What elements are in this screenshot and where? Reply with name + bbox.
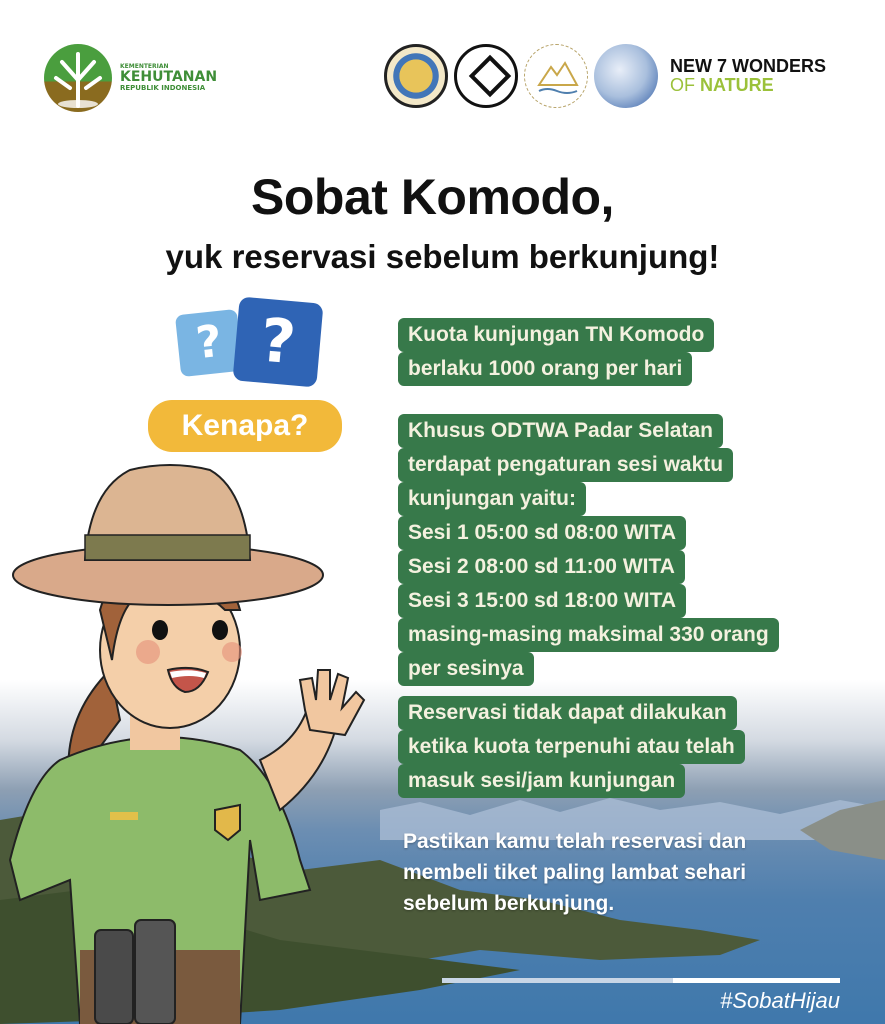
ranger-illustration [0,460,400,1024]
closing-line: membeli tiket paling lambat sehari [403,861,747,884]
divider-bar [442,978,840,983]
info-line: Kuota kunjungan TN Komodo [398,318,714,352]
info-box-quota [398,318,714,386]
kenapa-label: Kenapa? [148,400,342,452]
taman-nasional-komodo-badge-icon [384,44,448,108]
info-line: masuk sesi/jam kunjungan [398,764,685,798]
info-line: ketika kuota terpenuhi atau telah [398,730,745,764]
page-title: Sobat Komodo, [251,169,614,225]
closing-message [403,826,873,919]
info-line: per sesinya [398,652,534,686]
new7wonders-wordmark [670,57,826,95]
ministry-label-line3: REPUBLIK INDONESIA [120,83,206,92]
partner-badges [384,44,826,108]
komodo-biosphere-reserve-badge-icon [524,44,588,108]
new7wonders-globe-icon [594,44,658,108]
info-box-reservation-rule [398,696,745,798]
session-1-line: Sesi 1 05:00 sd 08:00 WITA [398,516,686,550]
page-subtitle: yuk reservasi sebelum berkunjung! [165,238,720,275]
info-line: Reservasi tidak dapat dilakukan [398,696,737,730]
session-3-line: Sesi 3 15:00 sd 18:00 WITA [398,584,686,618]
new7wonders-line2 [670,76,826,95]
closing-line: sebelum berkunjung. [403,892,615,915]
ministry-of-forestry-logo [44,44,217,112]
new7wonders-line1: NEW 7 WONDERS [670,56,827,77]
ministry-label-line1: KEMENTERIAN [120,62,169,70]
question-bubble-small-icon: ? [175,309,243,377]
new7wonders-prefix: OF [670,75,700,95]
info-line: masing-masing maksimal 330 orang [398,618,779,652]
info-box-padar-sessions [398,414,779,686]
info-line: Khusus ODTWA Padar Selatan [398,414,723,448]
session-2-line: Sesi 2 08:00 sd 11:00 WITA [398,550,685,584]
closing-line: Pastikan kamu telah reservasi dan [403,830,747,853]
ministry-label-line2: KEHUTANAN [120,69,218,86]
question-bubble-large-icon: ? [232,296,323,387]
new7wonders-nature: NATURE [700,75,774,95]
world-heritage-badge-icon [454,44,518,108]
info-line: terdapat pengaturan sesi waktu [398,448,733,482]
info-line: berlaku 1000 orang per hari [398,352,692,386]
info-line: kunjungan yaitu: [398,482,586,516]
tree-emblem-icon [44,44,112,112]
hashtag: #SobatHijau [720,988,840,1013]
